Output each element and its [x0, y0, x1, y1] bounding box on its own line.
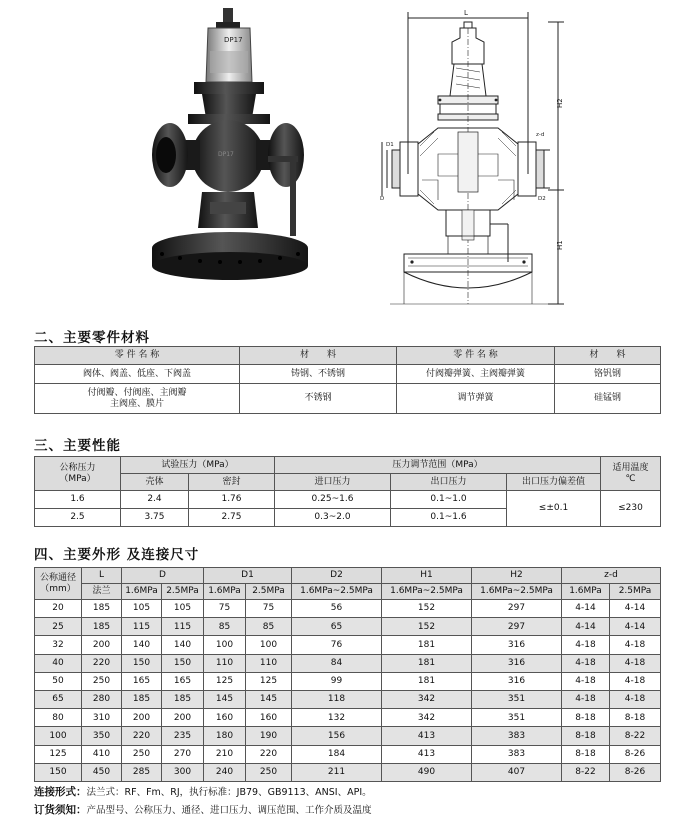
table-row [35, 690, 661, 708]
dim-cell: 105 [162, 600, 204, 618]
dim-cell: 8-26 [610, 763, 661, 781]
dim-cell: 50 [35, 672, 82, 690]
dim-cell: 160 [246, 709, 292, 727]
perf-cell: 2.4 [121, 491, 189, 509]
dim-cell: 4-18 [562, 690, 610, 708]
table-row [35, 618, 661, 636]
connection-line [34, 784, 372, 799]
dim-cell: 310 [82, 709, 122, 727]
dim-cell: 210 [204, 745, 246, 763]
dim-cell: 285 [122, 763, 162, 781]
table-row [35, 727, 661, 745]
dim-cell: 75 [204, 600, 246, 618]
dim-cell: 145 [204, 690, 246, 708]
mat-cell: 铬钒钢 [555, 365, 661, 384]
dim-cell: 32 [35, 636, 82, 654]
dim-subheader-p16: 1.6MPa [204, 584, 246, 600]
dim-cell: 8-22 [562, 763, 610, 781]
dim-cell: 105 [122, 600, 162, 618]
dim-L-label: L [464, 9, 468, 17]
dim-cell: 20 [35, 600, 82, 618]
perf-header-temp: 适用温度 ℃ [601, 457, 661, 491]
dim-cell: 4-18 [562, 672, 610, 690]
valve-photo [140, 6, 320, 296]
mat-header-material: 材 料 [240, 347, 397, 365]
table-row [35, 763, 661, 781]
connection-text: 法兰式：RF、Fm、RJ，执行标准：JB79、GB9113、ANSI、API。 [86, 787, 372, 798]
perf-cell: 0.1~1.0 [391, 491, 507, 509]
dim-cell: 152 [382, 600, 472, 618]
dim-cell: 8-18 [562, 745, 610, 763]
dim-cell: 250 [122, 745, 162, 763]
dim-header-H1: H1 [382, 568, 472, 584]
dim-cell: 297 [472, 600, 562, 618]
dim-cell: 84 [292, 654, 382, 672]
perf-cell: 2.75 [189, 509, 275, 527]
materials-table [34, 346, 661, 414]
dim-cell: 490 [382, 763, 472, 781]
table-row [35, 636, 661, 654]
dim-subheader-p16: 1.6MPa [562, 584, 610, 600]
dim-cell: 4-18 [562, 654, 610, 672]
dim-D2-label: D2 [538, 196, 546, 202]
dim-cell: 280 [82, 690, 122, 708]
dim-cell: 65 [35, 690, 82, 708]
dim-cell: 350 [82, 727, 122, 745]
dim-cell: 4-14 [610, 600, 661, 618]
dim-cell: 410 [82, 745, 122, 763]
dim-cell: 150 [122, 654, 162, 672]
section3-title: 三、主要性能 [34, 438, 121, 454]
dim-cell: 250 [246, 763, 292, 781]
dim-cell: 185 [162, 690, 204, 708]
valve-section-drawing [378, 4, 578, 306]
dim-cell: 8-22 [610, 727, 661, 745]
order-line [34, 802, 372, 817]
dimensions-table [34, 567, 661, 782]
dim-cell: 145 [246, 690, 292, 708]
mat-cell: 调节弹簧 [397, 384, 555, 414]
dim-cell: 413 [382, 745, 472, 763]
table-row [35, 709, 661, 727]
dim-D1-label: D1 [386, 142, 394, 148]
dim-cell: 190 [246, 727, 292, 745]
dim-subheader-range: 1.6MPa~2.5MPa [382, 584, 472, 600]
perf-deviation-value: ≤±0.1 [507, 491, 601, 527]
dim-cell: 150 [35, 763, 82, 781]
dim-header-D1: D1 [204, 568, 292, 584]
dim-cell: 115 [122, 618, 162, 636]
dim-cell: 383 [472, 727, 562, 745]
perf-cell: 0.1~1.6 [391, 509, 507, 527]
dim-cell: 4-18 [610, 672, 661, 690]
dim-cell: 383 [472, 745, 562, 763]
dim-cell: 211 [292, 763, 382, 781]
perf-header-deviation: 出口压力偏差值 [507, 474, 601, 491]
table-row [35, 745, 661, 763]
dim-cell: 316 [472, 654, 562, 672]
dim-header-D: D [122, 568, 204, 584]
dim-cell: 165 [122, 672, 162, 690]
dim-cell: 450 [82, 763, 122, 781]
dim-cell: 220 [246, 745, 292, 763]
dim-cell: 4-18 [562, 636, 610, 654]
mat-cell: 硅锰钢 [555, 384, 661, 414]
table-row [35, 600, 661, 618]
dim-header-D2: D2 [292, 568, 382, 584]
dim-cell: 99 [292, 672, 382, 690]
photo-brand-label: DP17 [224, 36, 243, 44]
dim-cell: 100 [35, 727, 82, 745]
perf-cell: 3.75 [121, 509, 189, 527]
dim-cell: 250 [82, 672, 122, 690]
dim-cell: 342 [382, 690, 472, 708]
perf-header-outlet: 出口压力 [391, 474, 507, 491]
dim-subheader-p25: 2.5MPa [246, 584, 292, 600]
dim-cell: 100 [204, 636, 246, 654]
dim-cell: 240 [204, 763, 246, 781]
dim-cell: 85 [246, 618, 292, 636]
dim-cell: 110 [246, 654, 292, 672]
dim-cell: 132 [292, 709, 382, 727]
dim-cell: 118 [292, 690, 382, 708]
section4-title: 四、主要外形 及连接尺寸 [34, 547, 200, 563]
dim-cell: 200 [82, 636, 122, 654]
order-text: 产品型号、公称压力、通径、进口压力、调压范围、工作介质及温度 [86, 805, 372, 816]
dim-cell: 125 [246, 672, 292, 690]
dim-header-dn: 公称通径 （mm） [35, 568, 82, 600]
dim-cell: 156 [292, 727, 382, 745]
perf-header-inlet: 进口压力 [275, 474, 391, 491]
dim-cell: 125 [204, 672, 246, 690]
dim-cell: 184 [292, 745, 382, 763]
dim-header-H2: H2 [472, 568, 562, 584]
dim-cell: 4-14 [562, 618, 610, 636]
dim-cell: 165 [162, 672, 204, 690]
connection-label: 连接形式： [34, 786, 87, 798]
dim-cell: 351 [472, 709, 562, 727]
dim-cell: 316 [472, 636, 562, 654]
dim-cell: 76 [292, 636, 382, 654]
dim-cell: 185 [82, 618, 122, 636]
dim-cell: 181 [382, 636, 472, 654]
dim-cell: 75 [246, 600, 292, 618]
dim-cell: 152 [382, 618, 472, 636]
dim-cell: 270 [162, 745, 204, 763]
dim-cell: 413 [382, 727, 472, 745]
dim-cell: 220 [82, 654, 122, 672]
dim-cell: 150 [162, 654, 204, 672]
dim-cell: 100 [246, 636, 292, 654]
dim-subheader-range: 1.6MPa~2.5MPa [292, 584, 382, 600]
dim-cell: 4-18 [610, 636, 661, 654]
dim-cell: 125 [35, 745, 82, 763]
dim-cell: 40 [35, 654, 82, 672]
dimensions-table-body [35, 600, 661, 782]
performance-table [34, 456, 661, 527]
dim-subheader-flange: 法兰 [82, 584, 122, 600]
dim-zd-label: z-d [536, 132, 545, 138]
dim-cell: 4-18 [610, 654, 661, 672]
perf-temperature-value: ≤230 [601, 491, 661, 527]
dim-H1-label: H1 [556, 240, 564, 250]
dim-cell: 140 [162, 636, 204, 654]
dim-cell: 200 [162, 709, 204, 727]
dim-subheader-range: 1.6MPa~2.5MPa [472, 584, 562, 600]
dim-cell: 4-18 [610, 690, 661, 708]
perf-cell: 2.5 [35, 509, 121, 527]
dim-cell: 56 [292, 600, 382, 618]
dim-D-label: D [380, 196, 385, 202]
dim-cell: 300 [162, 763, 204, 781]
perf-header-test: 试验压力（MPa） [121, 457, 275, 474]
dim-cell: 316 [472, 672, 562, 690]
dim-cell: 8-18 [562, 727, 610, 745]
dim-cell: 85 [204, 618, 246, 636]
dim-cell: 220 [122, 727, 162, 745]
perf-cell: 1.6 [35, 491, 121, 509]
section2-title: 二、主要零件材料 [34, 330, 150, 346]
dim-cell: 8-18 [562, 709, 610, 727]
dim-subheader-p25: 2.5MPa [610, 584, 661, 600]
mat-cell: 付阀瓣弹簧、主阀瓣弹簧 [397, 365, 555, 384]
mat-header-part: 零 件 名 称 [397, 347, 555, 365]
dim-subheader-p16: 1.6MPa [122, 584, 162, 600]
dim-cell: 180 [204, 727, 246, 745]
dim-cell: 297 [472, 618, 562, 636]
dim-header-L: L [82, 568, 122, 584]
mat-cell: 不锈钢 [240, 384, 397, 414]
dim-cell: 185 [82, 600, 122, 618]
perf-header-range: 压力调节范围（MPa） [275, 457, 601, 474]
perf-cell: 1.76 [189, 491, 275, 509]
dim-cell: 8-18 [610, 709, 661, 727]
dim-cell: 235 [162, 727, 204, 745]
table-row [35, 654, 661, 672]
dim-cell: 351 [472, 690, 562, 708]
dim-cell: 65 [292, 618, 382, 636]
dim-cell: 25 [35, 618, 82, 636]
order-label: 订货须知： [34, 804, 87, 816]
perf-header-shell: 壳体 [121, 474, 189, 491]
mat-cell: 阀体、阀盖、低座、下阀盖 [35, 365, 240, 384]
mat-header-material: 材 料 [555, 347, 661, 365]
dim-cell: 8-26 [610, 745, 661, 763]
dim-header-zd: z-d [562, 568, 661, 584]
perf-cell: 0.25~1.6 [275, 491, 391, 509]
figure-area [0, 0, 680, 318]
dim-cell: 110 [204, 654, 246, 672]
dim-subheader-p25: 2.5MPa [162, 584, 204, 600]
mat-cell: 铸钢、不锈钢 [240, 365, 397, 384]
dim-cell: 140 [122, 636, 162, 654]
mat-header-part: 零 件 名 称 [35, 347, 240, 365]
dim-cell: 115 [162, 618, 204, 636]
dim-H2-label: H2 [556, 98, 564, 108]
dim-cell: 407 [472, 763, 562, 781]
perf-cell: 0.3~2.0 [275, 509, 391, 527]
photo-body-label: DP17 [218, 151, 234, 158]
mat-cell: 付阀瓣、付阀座、主阀瓣 主阀座、膜片 [35, 384, 240, 414]
dim-cell: 181 [382, 654, 472, 672]
dim-cell: 80 [35, 709, 82, 727]
dim-cell: 342 [382, 709, 472, 727]
dim-cell: 160 [204, 709, 246, 727]
dim-cell: 4-14 [562, 600, 610, 618]
perf-header-nominal: 公称压力 （MPa） [35, 457, 121, 491]
dim-cell: 185 [122, 690, 162, 708]
table-row [35, 672, 661, 690]
dim-cell: 4-14 [610, 618, 661, 636]
dim-cell: 181 [382, 672, 472, 690]
perf-header-seal: 密封 [189, 474, 275, 491]
dim-cell: 200 [122, 709, 162, 727]
